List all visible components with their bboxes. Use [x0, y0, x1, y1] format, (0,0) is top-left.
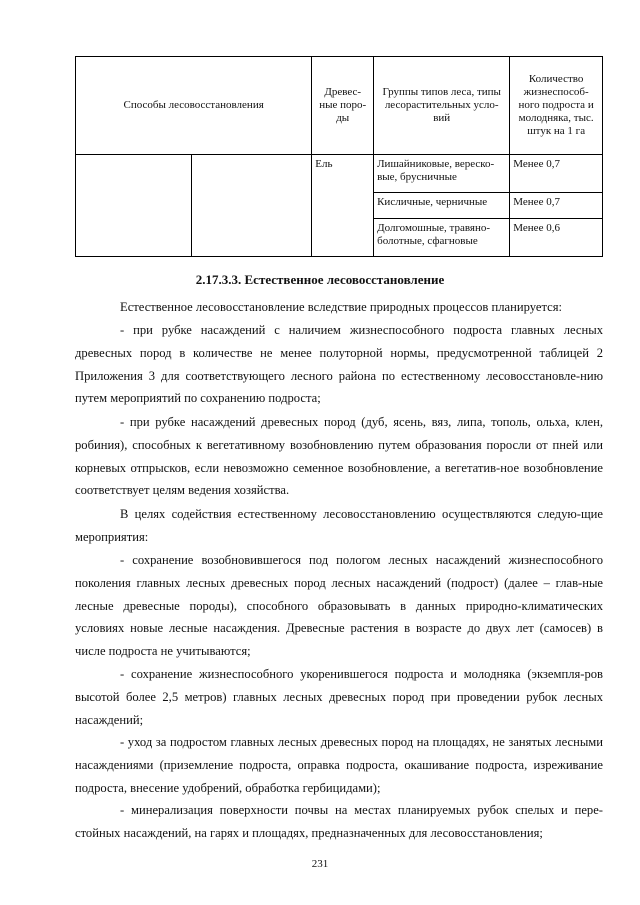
paragraph: - при рубке насаждений с наличием жизнеспособного подроста главных лесных древесных пород в количестве не менее полуторной нормы, предусмотренной таблицей 2 Приложения 3 для соответствующего лесного района по естественному лесовосстановле-нию путем мероприятий по сохранению подроста;: [75, 323, 603, 406]
paragraph: - сохранение возобновившегося под пологом лесных насаждений жизнеспособного поколения главных лесных древесных пород лесных насаждений (подрост) (далее – глав-ные лесные древесные породы), способного образовывать в данных природно-климатических условиях новые лесные насаждения. Древесные растения в возрасте до двух лет (самосев) в числе подроста не учитываются;: [75, 553, 603, 659]
species-cell: Ель: [312, 155, 374, 257]
header-quantity: Количество жизнеспособ-ного подроста и молодняка, тыс. штук на 1 га: [510, 57, 603, 155]
methods-cell-right: [191, 155, 312, 257]
quantity-cell: Менее 0,7: [510, 193, 603, 219]
paragraph: Естественное лесовосстановление вследствие природных процессов планируется:: [120, 300, 562, 314]
forest-group-cell: Кисличные, черничные: [374, 193, 510, 219]
methods-cell-left: [76, 155, 192, 257]
table-row: [76, 155, 603, 193]
table-header-row: [76, 57, 603, 155]
header-species: Древес-ные поро-ды: [312, 57, 374, 155]
header-forest-groups: Группы типов леса, типы лесорастительных усло-вий: [374, 57, 510, 155]
forest-group-cell: Долгомошные, травяно-болотные, сфагновые: [374, 219, 510, 257]
reforestation-table: [75, 56, 603, 257]
paragraph: - сохранение жизнеспособного укоренившегося подроста и молодняка (экземпля-ров высотой более 2,5 метров) главных лесных древесных пород при проведении рубок лесных насаждений;: [75, 667, 603, 727]
paragraph: - минерализация поверхности почвы на местах планируемых рубок спелых и пере-стойных насаждений, на гарях и площадях, предназначенных для лесовосстановления;: [75, 803, 603, 840]
forest-group-cell: Лишайниковые, вереско-вые, брусничные: [374, 155, 510, 193]
page-number: 231: [311, 858, 329, 870]
section-heading: 2.17.3.3. Естественное лесовосстановление: [195, 272, 445, 287]
header-methods: Способы лесовосстановления: [76, 57, 312, 155]
quantity-cell: Менее 0,6: [510, 219, 603, 257]
paragraph: В целях содействия естественному лесовосстановлению осуществляются следую-щие мероприятия:: [75, 507, 603, 544]
paragraph: - уход за подростом главных лесных древесных пород на площадях, не занятых лесными насаждениями (приземление подроста, оправка подроста, окашивание подроста, изреживание подроста, внесение удобрений, обработка гербицидами);: [75, 735, 603, 795]
quantity-cell: Менее 0,7: [510, 155, 603, 193]
paragraph: - при рубке насаждений древесных пород (дуб, ясень, вяз, липа, тополь, ольха, клен, робиния), способных к вегетативному возобновлению путем образования поросли от пней или корневых отпрысков, если невозможно семенное возобновление, а вегетатив-ное возобновление соответствует целям ведения хозяйства.: [75, 415, 603, 498]
